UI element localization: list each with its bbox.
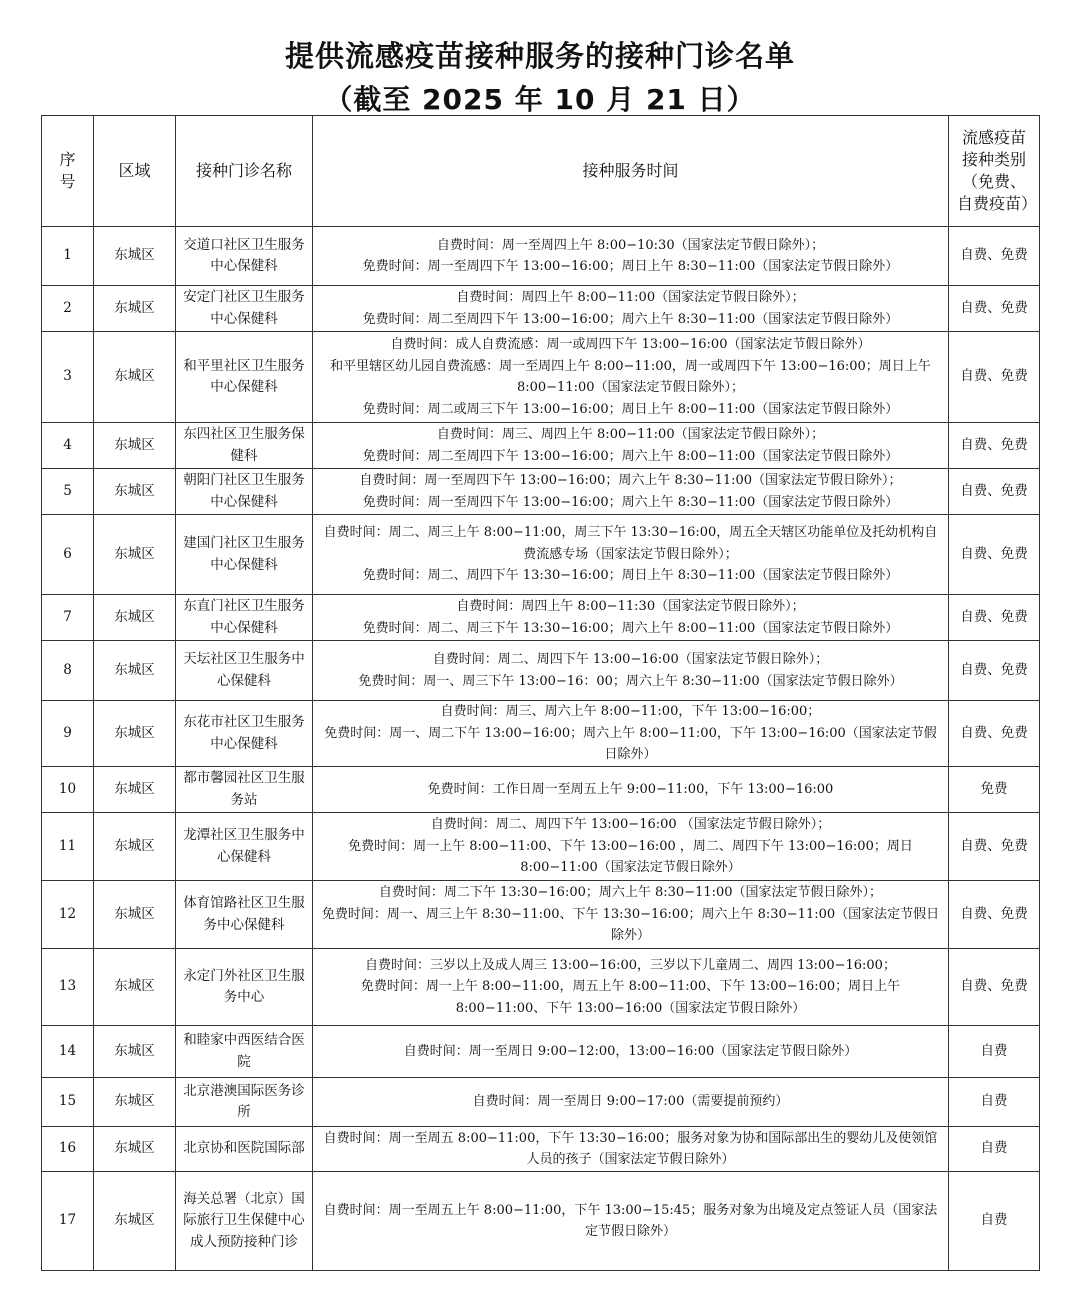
row-clinic-name: 都市馨园社区卫生服务站 [176,767,313,813]
row-seq: 2 [42,286,94,332]
row-seq: 13 [42,949,94,1026]
row-vaccine-type: 自费 [949,1078,1040,1127]
row-vaccine-type: 自费、免费 [949,595,1040,641]
row-area: 东城区 [94,949,176,1026]
table-row [42,469,1040,515]
row-vaccine-type: 自费、免费 [949,813,1040,881]
service-time-line: 免费时间：周二或周三下午 13:00−16:00；周日上午 8:00−11:00（国家法定节假日除外） [362,401,899,417]
row-service-time [313,1127,949,1172]
service-time-line: 自费时间：周一至周四下午 13:00−16:00；周六上午 8:30−11:00（国家法定节假日除外）； [359,473,902,488]
header-area: 区域 [94,116,176,227]
row-vaccine-type: 自费、免费 [949,881,1040,949]
row-area: 东城区 [94,767,176,813]
header-seq: 序号 [42,116,94,227]
service-time-line: 自费时间：成人自费流感：周一或周四下午 13:00−16:00（国家法定节假日除外） [390,337,871,352]
row-service-time [313,767,949,813]
row-service-time [313,423,949,469]
row-clinic-name: 东四社区卫生服务保健科 [176,423,313,469]
row-vaccine-type: 自费、免费 [949,469,1040,515]
table-row [42,423,1040,469]
table-row [42,641,1040,701]
row-area: 东城区 [94,1026,176,1078]
service-time-line: 自费时间：周四上午 8:00−11:30（国家法定节假日除外）； [456,599,805,614]
service-time-line: 免费时间：周一至周四下午 13:00−16:00；周日上午 8:30−11:00（国家法定节假日除外） [362,259,899,274]
row-vaccine-type: 自费、免费 [949,227,1040,286]
row-vaccine-type: 自费 [949,1172,1040,1271]
service-time-line: 自费时间：周一至周四上午 8:00−10:30（国家法定节假日除外）； [436,237,825,253]
service-time-line: 免费时间：周一至周四下午 13:00−16:00；周六上午 8:30−11:00（国家法定节假日除外） [362,494,899,510]
row-service-time [313,515,949,595]
row-vaccine-type: 自费 [949,1026,1040,1078]
row-service-time [313,949,949,1026]
row-seq: 11 [42,813,94,881]
clinic-table [41,115,1040,1271]
service-time-line: 免费时间：周一上午 8:00−11:00，周五上午 8:00−11:00、下午 13:00−16:00；周日上午 8:00−11:00、下午 13:00−16:00（国家法定节假日除外） [360,979,901,1016]
row-service-time [313,641,949,701]
service-time-line: 自费时间：周二、周三上午 8:00−11:00，周三下午 13:30−16:00，周五全天辖区功能单位及托幼机构自费流感专场（国家法定节假日除外）； [323,525,938,562]
service-time-line: 自费时间：周三、周六上午 8:00−11:00，下午 13:00−16:00； [440,704,821,720]
table-row [42,332,1040,423]
table-header-row [42,116,1040,227]
row-clinic-name: 和睦家中西医结合医院 [176,1026,313,1078]
service-time-line: 和平里辖区幼儿园自费流感：周一至周四上午 8:00−11:00，周一或周四下午 13:00−16:00；周日上午 8:00−11:00（国家法定节假日除外）； [330,358,931,395]
table-row [42,1026,1040,1078]
header-clinic: 接种门诊名称 [176,116,313,227]
row-clinic-name: 天坛社区卫生服务中心保健科 [176,641,313,701]
row-seq: 4 [42,423,94,469]
table-row [42,813,1040,881]
row-area: 东城区 [94,881,176,949]
row-seq: 3 [42,332,94,423]
service-time-line: 自费时间：周三、周四上午 8:00−11:00（国家法定节假日除外）； [436,427,825,442]
row-seq: 14 [42,1026,94,1078]
table-row [42,1127,1040,1172]
row-area: 东城区 [94,332,176,423]
row-seq: 15 [42,1078,94,1127]
table-row [42,227,1040,286]
service-time-line: 自费时间：周一至周五上午 8:00−11:00，下午 13:00−15:45；服务对象为出境及定点签证人员（国家法定节假日除外） [323,1202,938,1239]
row-service-time [313,595,949,641]
row-area: 东城区 [94,227,176,286]
service-time-line: 自费时间：三岁以上及成人周三 13:00−16:00，三岁以下儿童周二、周四 13:00−16:00； [365,957,896,973]
row-seq: 9 [42,701,94,767]
row-clinic-name: 交道口社区卫生服务中心保健科 [176,227,313,286]
table-body [42,227,1040,1271]
service-time-line: 免费时间：工作日周一至周五上午 9:00−11:00，下午 13:00−16:00 [427,781,834,797]
row-area: 东城区 [94,515,176,595]
row-vaccine-type: 自费、免费 [949,332,1040,423]
row-area: 东城区 [94,701,176,767]
row-vaccine-type: 免费 [949,767,1040,813]
row-area: 东城区 [94,1172,176,1271]
row-area: 东城区 [94,813,176,881]
row-vaccine-type: 自费、免费 [949,641,1040,701]
row-clinic-name: 安定门社区卫生服务中心保健科 [176,286,313,332]
row-clinic-name: 建国门社区卫生服务中心保健科 [176,515,313,595]
row-clinic-name: 北京协和医院国际部 [176,1127,313,1172]
row-clinic-name: 永定门外社区卫生服务中心 [176,949,313,1026]
header-type: 流感疫苗接种类别（免费、自费疫苗） [949,116,1040,227]
table-row [42,949,1040,1026]
service-time-line: 自费时间：周二、周四下午 13:00−16:00（国家法定节假日除外）； [432,652,829,667]
row-seq: 6 [42,515,94,595]
service-time-line: 自费时间：周四上午 8:00−11:00（国家法定节假日除外）； [456,290,805,305]
page-subtitle: （截至 2025 年 10 月 21 日） [324,83,756,116]
row-service-time [313,332,949,423]
row-service-time [313,813,949,881]
row-seq: 5 [42,469,94,515]
row-service-time [313,881,949,949]
row-service-time [313,469,949,515]
row-vaccine-type: 自费、免费 [949,515,1040,595]
service-time-line: 免费时间：周一、周二下午 13:00−16:00；周六上午 8:00−11:00，下午 13:00−16:00（国家法定节假日除外） [324,725,937,763]
service-time-line: 自费时间：周一至周日 9:00−17:00（需要提前预约） [472,1094,789,1110]
service-time-line: 免费时间：周二至周四下午 13:00−16:00；周六上午 8:30−11:00（国家法定节假日除外） [362,311,899,327]
row-seq: 8 [42,641,94,701]
row-seq: 16 [42,1127,94,1172]
table-row [42,1078,1040,1127]
row-seq: 12 [42,881,94,949]
service-time-line: 免费时间：周二、周三下午 13:30−16:00；周六上午 8:00−11:00（国家法定节假日除外） [362,620,899,636]
table-row [42,701,1040,767]
row-vaccine-type: 自费 [949,1127,1040,1172]
row-clinic-name: 体育馆路社区卫生服务中心保健科 [176,881,313,949]
row-area: 东城区 [94,1078,176,1127]
row-vaccine-type: 自费、免费 [949,286,1040,332]
service-time-line: 免费时间：周一上午 8:00−11:00、下午 13:00−16:00 ，周二、周四下午 13:00−16:00；周日 8:00−11:00（国家法定节假日除外） [348,838,913,876]
row-service-time [313,227,949,286]
row-service-time [313,1026,949,1078]
row-clinic-name: 北京港澳国际医务诊所 [176,1078,313,1127]
row-clinic-name: 朝阳门社区卫生服务中心保健科 [176,469,313,515]
row-service-time [313,1078,949,1127]
row-clinic-name: 海关总署（北京）国际旅行卫生保健中心成人预防接种门诊 [176,1172,313,1271]
row-area: 东城区 [94,1127,176,1172]
row-vaccine-type: 自费、免费 [949,949,1040,1026]
row-area: 东城区 [94,641,176,701]
row-seq: 10 [42,767,94,813]
row-vaccine-type: 自费、免费 [949,701,1040,767]
row-area: 东城区 [94,286,176,332]
header-time: 接种服务时间 [313,116,949,227]
page-title: 提供流感疫苗接种服务的接种门诊名单 [284,39,795,73]
table-row [42,515,1040,595]
row-seq: 7 [42,595,94,641]
table-row [42,595,1040,641]
service-time-line: 自费时间：周二下午 13:30−16:00；周六上午 8:30−11:00（国家法定节假日除外）； [378,885,883,901]
row-service-time [313,701,949,767]
row-area: 东城区 [94,423,176,469]
table-row [42,767,1040,813]
row-area: 东城区 [94,595,176,641]
table-row [42,286,1040,332]
row-seq: 1 [42,227,94,286]
row-clinic-name: 东花市社区卫生服务中心保健科 [176,701,313,767]
row-area: 东城区 [94,469,176,515]
service-time-line: 免费时间：周一、周三上午 8:30−11:00、下午 13:30−16:00；周六上午 8:30−11:00（国家法定节假日除外） [321,906,940,944]
service-time-line: 自费时间：周一至周五 8:00−11:00，下午 13:30−16:00；服务对象为协和国际部出生的婴幼儿及使领馆人员的孩子（国家法定节假日除外） [323,1130,938,1167]
row-clinic-name: 东直门社区卫生服务中心保健科 [176,595,313,641]
row-clinic-name: 龙潭社区卫生服务中心保健科 [176,813,313,881]
row-service-time [313,1172,949,1271]
service-time-line: 免费时间：周二、周四下午 13:30−16:00；周日上午 8:30−11:00（国家法定节假日除外） [362,568,899,584]
row-service-time [313,286,949,332]
table-row [42,1172,1040,1271]
row-clinic-name: 和平里社区卫生服务中心保健科 [176,332,313,423]
service-time-line: 免费时间：周一、周三下午 13:00−16：00；周六上午 8:30−11:00（国家法定节假日除外） [358,673,903,689]
row-seq: 17 [42,1172,94,1271]
service-time-line: 自费时间：周一至周日 9:00−12:00，13:00−16:00（国家法定节假日除外） [403,1043,858,1059]
row-vaccine-type: 自费、免费 [949,423,1040,469]
table-row [42,881,1040,949]
service-time-line: 免费时间：周二至周四下午 13:00−16:00；周六上午 8:00−11:00（国家法定节假日除外） [362,448,899,464]
service-time-line: 自费时间：周二、周四下午 13:00−16:00 （国家法定节假日除外）； [430,817,831,833]
